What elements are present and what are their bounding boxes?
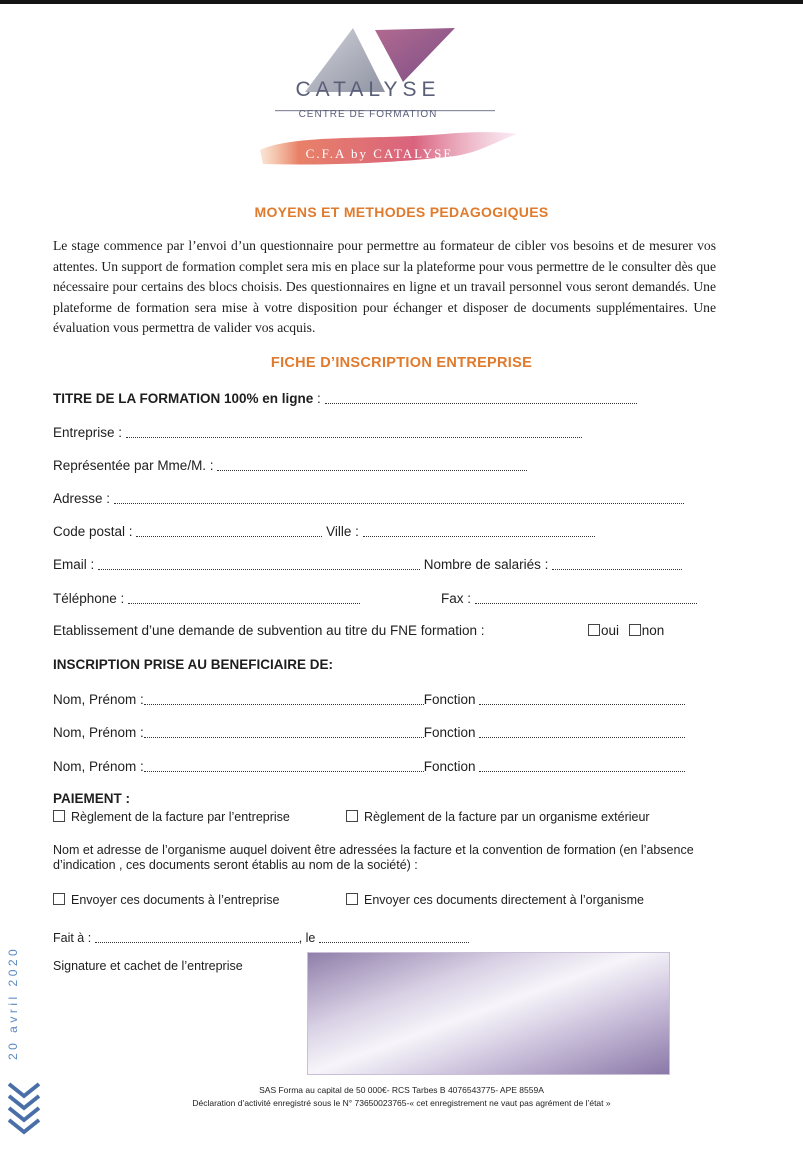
send-option-2	[346, 893, 644, 907]
non-checkbox[interactable]	[629, 624, 641, 636]
paiement-option-1	[53, 810, 290, 824]
paiement-heading: PAIEMENT :	[53, 791, 130, 806]
entreprise-label: Entreprise :	[53, 425, 123, 440]
footer-legal-2: Déclaration d’activité enregistré sous le N° 73650023765-« cet enregistrement ne vaut pas agrément de l’état »	[192, 1098, 611, 1108]
chevron-down-icon	[6, 1080, 42, 1136]
salaries-label: Nombre de salariés :	[423, 557, 549, 572]
title-label: TITRE DE LA FORMATION 100% en ligne	[53, 391, 314, 406]
fait-row	[53, 928, 469, 945]
send-option-2-label: Envoyer ces documents directement à l’organisme	[364, 893, 644, 907]
beneficiaire-heading: INSCRIPTION PRISE AU BENEFICIAIRE DE:	[53, 657, 334, 672]
representee-label: Représentée par Mme/M. :	[53, 458, 214, 473]
nom-label: Nom, Prénom :	[53, 692, 144, 707]
organisme-note: Nom et adresse de l’organisme auquel doivent être adressées la facture et la convention de formation (en l’absence d’indication , ces documents seront établis au nom de la société) :	[53, 843, 694, 872]
fonction-label: Fonction	[423, 725, 476, 740]
le-label: , le	[298, 931, 316, 945]
nom-field[interactable]	[144, 691, 424, 705]
send-organisme-checkbox[interactable]	[346, 893, 358, 905]
form-title: FICHE D’INSCRIPTION ENTREPRISE	[270, 355, 533, 371]
entreprise-field[interactable]	[126, 424, 582, 438]
signature-box[interactable]	[307, 952, 670, 1075]
title-row: TITRE DE LA FORMATION 100% en ligne :	[53, 389, 637, 406]
entreprise-row	[53, 423, 582, 440]
fax-field[interactable]	[475, 590, 697, 604]
ville-field[interactable]	[363, 523, 595, 537]
fait-field[interactable]	[95, 929, 299, 943]
methods-title: MOYENS ET METHODES PEDAGOGIQUES	[254, 204, 549, 220]
top-border	[0, 0, 803, 4]
title-field[interactable]	[325, 390, 637, 404]
date-vertical: 20 avril 2020	[6, 945, 20, 1060]
fax-label: Fax :	[441, 591, 472, 606]
nom-field[interactable]	[144, 724, 424, 738]
paiement-option-2	[346, 810, 650, 824]
adresse-label: Adresse :	[53, 491, 111, 506]
fonction-field[interactable]	[479, 691, 685, 705]
code-postal-label: Code postal :	[53, 524, 133, 539]
fonction-label: Fonction	[423, 692, 476, 707]
fonction-field[interactable]	[479, 724, 685, 738]
adresse-field[interactable]	[114, 490, 684, 504]
beneficiaire-row	[53, 690, 685, 707]
nom-label: Nom, Prénom :	[53, 725, 144, 740]
footer-legal-1: SAS Forma au capital de 50 000€- RCS Tarbes B 4076543775- APE 8559A	[259, 1085, 544, 1095]
code-postal-field[interactable]	[136, 523, 322, 537]
send-entreprise-checkbox[interactable]	[53, 893, 65, 905]
cfa-label: C.F.A by CATALYSE	[305, 146, 454, 161]
paiement-option-1-label: Règlement de la facture par l’entreprise	[71, 810, 290, 824]
paiement-entreprise-checkbox[interactable]	[53, 810, 65, 822]
oui-checkbox[interactable]	[588, 624, 600, 636]
nom-label: Nom, Prénom :	[53, 759, 144, 774]
telephone-label: Téléphone :	[53, 591, 125, 606]
fait-label: Fait à :	[53, 931, 92, 945]
fonction-label: Fonction	[423, 759, 476, 774]
representee-row	[53, 456, 527, 473]
fonction-field[interactable]	[479, 758, 685, 772]
paiement-option-2-label: Règlement de la facture par un organisme extérieur	[364, 810, 650, 824]
paiement-organisme-checkbox[interactable]	[346, 810, 358, 822]
telephone-field[interactable]	[128, 590, 360, 604]
salaries-field[interactable]	[552, 556, 682, 570]
code-postal-row	[53, 522, 595, 539]
telephone-row	[53, 589, 360, 606]
oui-label: oui	[601, 623, 620, 638]
adresse-row	[53, 489, 684, 506]
non-label: non	[641, 623, 665, 638]
email-field[interactable]	[98, 556, 420, 570]
representee-field[interactable]	[217, 457, 527, 471]
email-label: Email :	[53, 557, 95, 572]
signature-label: Signature et cachet de l’entreprise	[53, 959, 243, 973]
intro-paragraph: Le stage commence par l’envoi d’un questionnaire pour permettre au formateur de cibler vos besoins et de mesurer vos attentes. Un support de formation complet sera mis en place sur la plateforme pour vous permettre de le consulter dès que nécessaire pour certains des blocs choisis. Des questionnaires en ligne et un travail personnel vous seront demandés. Une plateforme de formation sera mise à votre disposition pour échanger et disposer de documents supplémentaires. Une évaluation vous permettra de valider vos acquis.	[53, 238, 716, 335]
nom-field[interactable]	[144, 758, 424, 772]
beneficiaire-row	[53, 723, 685, 740]
subvention-options	[588, 623, 664, 638]
ville-label: Ville :	[326, 524, 359, 539]
subvention-label: Etablissement d’une demande de subvention au titre du FNE formation :	[53, 623, 485, 638]
brand-subtitle: CENTRE DE FORMATION	[298, 109, 438, 120]
send-option-1-label: Envoyer ces documents à l’entreprise	[71, 893, 280, 907]
le-field[interactable]	[319, 929, 469, 943]
send-option-1	[53, 893, 279, 907]
subvention-row	[53, 623, 485, 638]
fax-row	[441, 589, 697, 606]
beneficiaire-row	[53, 757, 685, 774]
email-row	[53, 555, 682, 572]
brand-name: CATALYSE	[295, 78, 441, 101]
